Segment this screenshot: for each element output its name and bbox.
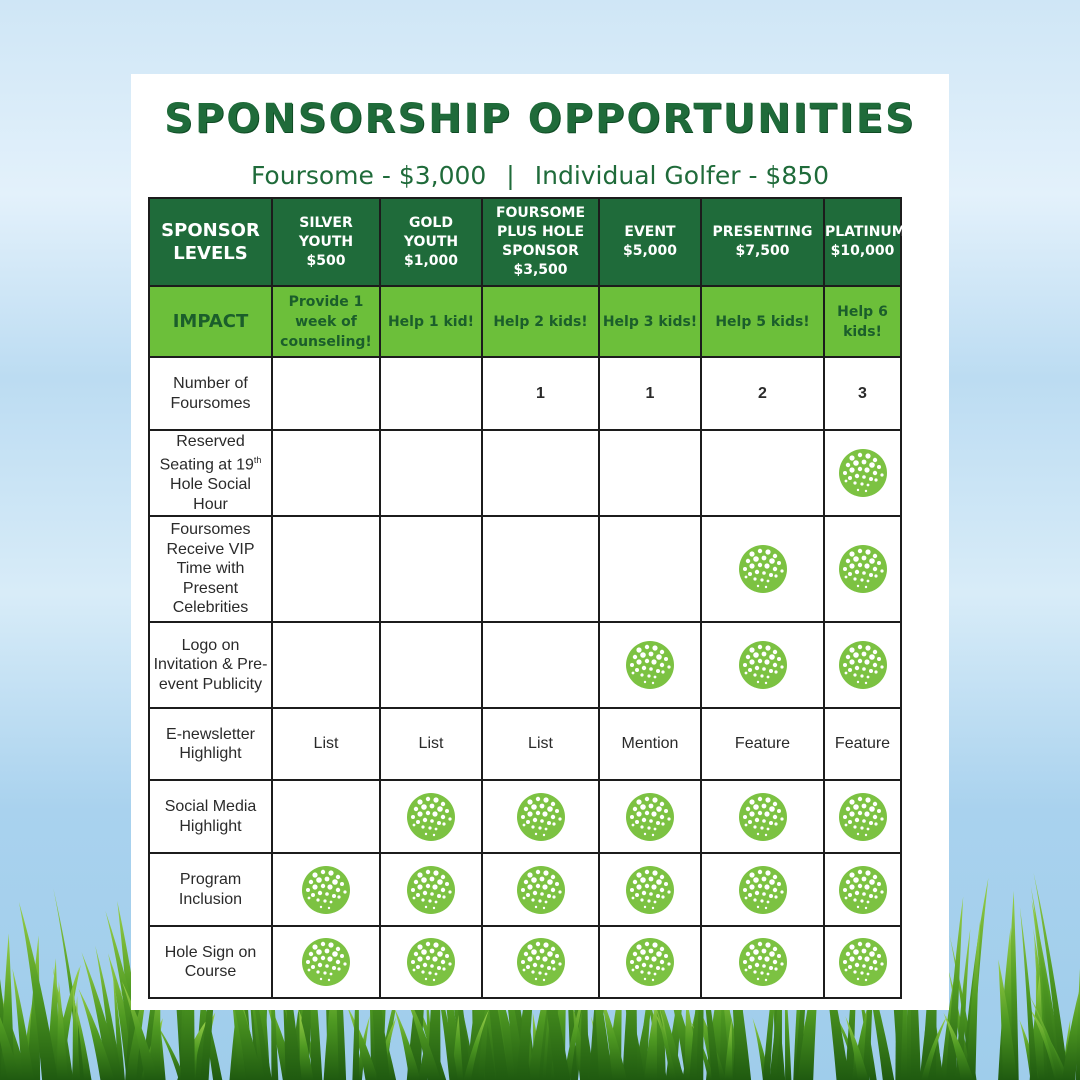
table-cell (272, 622, 380, 708)
table-cell (701, 780, 824, 853)
level-header: SILVER YOUTH $500 (272, 198, 380, 286)
row-label: Social Media Highlight (149, 780, 272, 853)
table-cell (824, 780, 901, 853)
golf-ball-icon (738, 544, 788, 594)
separator: | (506, 161, 515, 190)
table-cell (482, 430, 599, 516)
table-cell (599, 853, 701, 926)
level-header: GOLD YOUTH $1,000 (380, 198, 482, 286)
golf-ball-icon (738, 937, 788, 987)
golf-ball-icon (516, 865, 566, 915)
table-cell (272, 926, 380, 998)
impact-value: Help 2 kids! (482, 286, 599, 357)
table-cell (824, 516, 901, 622)
table-cell (482, 780, 599, 853)
table-cell (380, 926, 482, 998)
table-cell (701, 853, 824, 926)
impact-value: Help 1 kid! (380, 286, 482, 357)
golf-ball-icon (838, 865, 888, 915)
table-cell (701, 516, 824, 622)
level-header: PLATINUM $10,000 (824, 198, 901, 286)
table-cell (701, 430, 824, 516)
golf-ball-icon (625, 937, 675, 987)
table-row (149, 430, 901, 516)
header-row (149, 198, 901, 286)
table-row (149, 357, 901, 430)
impact-value: Provide 1 week of counseling! (272, 286, 380, 357)
page-title: SPONSORSHIP OPPORTUNITIES (164, 96, 916, 142)
table-cell (599, 430, 701, 516)
table-cell (482, 853, 599, 926)
table-cell: Mention (599, 708, 701, 780)
impact-value: Help 3 kids! (599, 286, 701, 357)
row-label: Foursomes Receive VIP Time with Present Celebrities (149, 516, 272, 622)
table-cell (482, 622, 599, 708)
table-row (149, 926, 901, 998)
golf-ball-icon (516, 792, 566, 842)
impact-value: Help 6 kids! (824, 286, 901, 357)
pricing-subtitle (131, 161, 949, 190)
level-header: EVENT $5,000 (599, 198, 701, 286)
golf-ball-icon (406, 792, 456, 842)
row-label: Program Inclusion (149, 853, 272, 926)
table-cell: 2 (701, 357, 824, 430)
golf-ball-icon (838, 792, 888, 842)
golf-ball-icon (301, 865, 351, 915)
golf-ball-icon (838, 937, 888, 987)
golf-ball-icon (838, 640, 888, 690)
golf-ball-icon (738, 865, 788, 915)
table-row (149, 516, 901, 622)
table-cell (824, 622, 901, 708)
golf-ball-icon (625, 792, 675, 842)
golf-ball-icon (406, 937, 456, 987)
row-label: Hole Sign on Course (149, 926, 272, 998)
sponsor-levels-header: SPONSOR LEVELS (149, 198, 272, 286)
table-cell (482, 516, 599, 622)
table-cell (272, 430, 380, 516)
impact-label: IMPACT (149, 286, 272, 357)
row-label: Logo on Invitation & Pre-event Publicity (149, 622, 272, 708)
table-cell (599, 926, 701, 998)
table-cell (824, 926, 901, 998)
table-cell: 1 (599, 357, 701, 430)
table-cell (380, 430, 482, 516)
table-cell: List (482, 708, 599, 780)
table-cell (380, 780, 482, 853)
table-row (149, 780, 901, 853)
table-cell (824, 430, 901, 516)
level-header: FOURSOME PLUS HOLE SPONSOR $3,500 (482, 198, 599, 286)
table-cell (380, 357, 482, 430)
golf-ball-icon (301, 937, 351, 987)
table-cell (482, 926, 599, 998)
table-cell: 3 (824, 357, 901, 430)
table-cell (272, 516, 380, 622)
table-row (149, 708, 901, 780)
sponsorship-card (131, 74, 949, 1010)
golf-ball-icon (625, 640, 675, 690)
table-cell: List (380, 708, 482, 780)
row-label: Reserved Seating at 19th Hole Social Hour (149, 430, 272, 516)
impact-value: Help 5 kids! (701, 286, 824, 357)
impact-row (149, 286, 901, 357)
table-cell (272, 780, 380, 853)
row-label: E-newsletter Highlight (149, 708, 272, 780)
golf-ball-icon (738, 640, 788, 690)
table-cell (272, 357, 380, 430)
table-row (149, 622, 901, 708)
table-cell: List (272, 708, 380, 780)
table-cell (380, 516, 482, 622)
golf-ball-icon (838, 544, 888, 594)
table-cell (599, 516, 701, 622)
golf-ball-icon (738, 792, 788, 842)
table-cell (701, 622, 824, 708)
table-cell (380, 853, 482, 926)
individual-price: Individual Golfer - $850 (534, 161, 830, 190)
golf-ball-icon (625, 865, 675, 915)
table-cell (272, 853, 380, 926)
table-cell: Feature (701, 708, 824, 780)
row-label: Number of Foursomes (149, 357, 272, 430)
golf-ball-icon (838, 448, 888, 498)
table-cell (599, 780, 701, 853)
table-row (149, 853, 901, 926)
table-cell: Feature (824, 708, 901, 780)
table-cell (824, 853, 901, 926)
table-cell: 1 (482, 357, 599, 430)
golf-ball-icon (516, 937, 566, 987)
golf-ball-icon (406, 865, 456, 915)
table-cell (701, 926, 824, 998)
table-cell (380, 622, 482, 708)
level-header: PRESENTING $7,500 (701, 198, 824, 286)
sponsorship-table (148, 197, 906, 999)
foursome-price: Foursome - $3,000 (250, 161, 487, 190)
table-cell (599, 622, 701, 708)
